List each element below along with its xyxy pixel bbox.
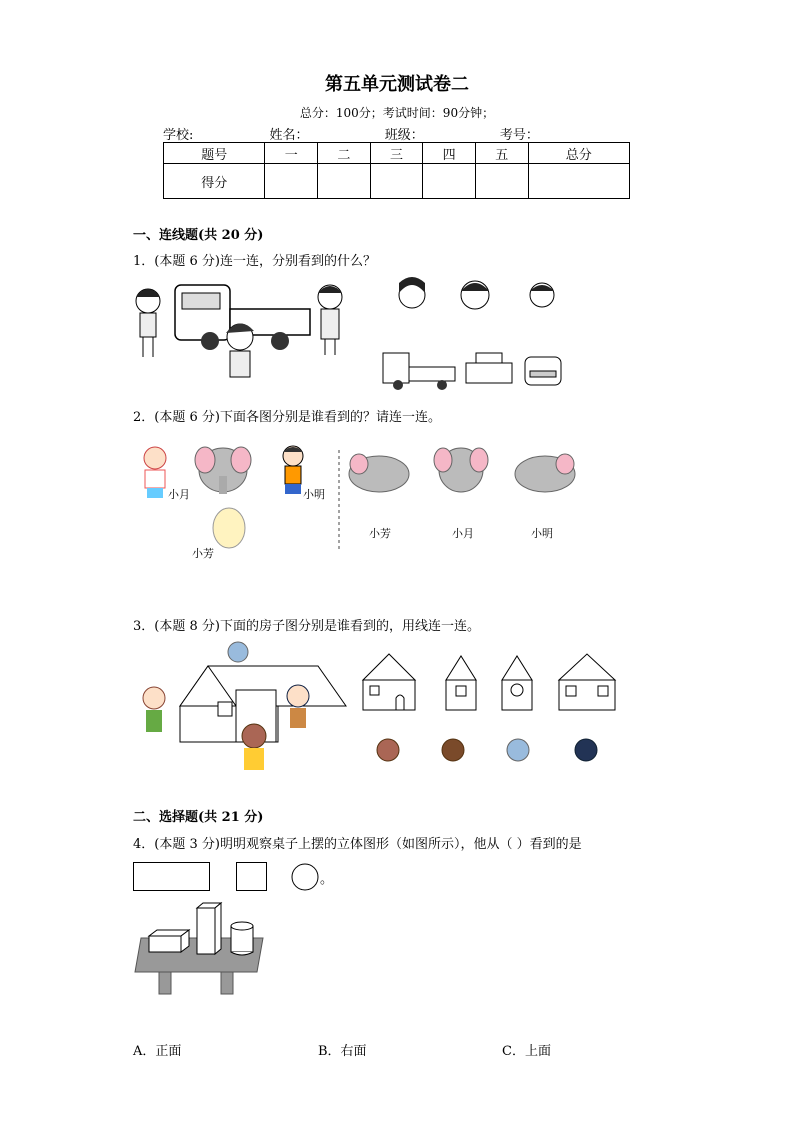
cylinder-icon bbox=[231, 922, 253, 955]
question-4: 4．(本题 3 分)明明观察桌子上摆的立体图形（如图所示），他从（ ）看到的是 bbox=[133, 837, 582, 852]
table-leg bbox=[159, 972, 171, 994]
table-leg bbox=[221, 972, 233, 994]
page-title: 第五单元测试卷二 bbox=[325, 74, 469, 95]
label-right-3: 小明 bbox=[531, 527, 553, 540]
child-top-icon bbox=[228, 642, 248, 662]
cuboid-icon bbox=[149, 930, 189, 952]
elephant-icon bbox=[195, 447, 251, 494]
question-1: 1．(本题 6 分)连一连，分别看到的什么？ bbox=[133, 254, 376, 269]
option-c[interactable]: C．上面 bbox=[502, 1044, 551, 1059]
exam-no-field[interactable] bbox=[539, 129, 615, 143]
option-b[interactable]: B．右面 bbox=[318, 1044, 367, 1059]
section-heading-2: 二、选择题(共 21 分) bbox=[133, 810, 264, 825]
score-cell[interactable] bbox=[370, 164, 423, 199]
girl-icon bbox=[226, 323, 254, 377]
score-header-cell: 四 bbox=[423, 143, 476, 164]
score-header-cell: 一 bbox=[265, 143, 318, 164]
score-cell[interactable] bbox=[265, 164, 318, 199]
label-right-2: 小月 bbox=[452, 527, 474, 540]
score-header-cell: 总分 bbox=[528, 143, 629, 164]
child-head-icon bbox=[507, 739, 529, 761]
girl-back-icon bbox=[213, 508, 245, 548]
house-view-icon bbox=[559, 654, 615, 710]
section-heading-1: 一、连线题(共 20 分) bbox=[133, 228, 264, 243]
score-header-cell: 三 bbox=[370, 143, 423, 164]
score-cell[interactable] bbox=[318, 164, 371, 199]
boy-icon bbox=[283, 446, 303, 494]
score-table bbox=[163, 142, 630, 199]
score-header-cell: 题号 bbox=[164, 143, 265, 164]
label-left-a: 小月 bbox=[168, 488, 190, 501]
label-right-1: 小芳 bbox=[369, 527, 391, 540]
name-field[interactable] bbox=[309, 129, 381, 143]
q1-illustration bbox=[130, 275, 590, 395]
house-view-icon bbox=[446, 656, 476, 710]
wide-rectangle-shape bbox=[134, 863, 210, 891]
name-label: 姓名： bbox=[269, 128, 309, 143]
school-field[interactable] bbox=[193, 129, 265, 143]
head-view-icon bbox=[399, 277, 425, 308]
child-left-icon bbox=[143, 687, 165, 732]
truck-side-view-icon bbox=[383, 353, 455, 390]
tall-cuboid-icon bbox=[197, 903, 221, 954]
q4-period: 。 bbox=[320, 872, 334, 887]
girl-icon bbox=[136, 289, 160, 357]
truck-back-view-icon bbox=[466, 353, 512, 383]
label-left-b: 小明 bbox=[303, 488, 325, 501]
circle-shape bbox=[292, 864, 318, 890]
score-cell[interactable] bbox=[528, 164, 629, 199]
child-head-icon bbox=[575, 739, 597, 761]
option-a[interactable]: A．正面 bbox=[133, 1044, 182, 1059]
house-view-icon bbox=[363, 654, 415, 710]
exam-no-label: 考号： bbox=[499, 128, 539, 143]
q4-view-shapes bbox=[133, 860, 333, 894]
truck-front-view-icon bbox=[525, 357, 561, 385]
score-cell[interactable] bbox=[475, 164, 528, 199]
question-3: 3．(本题 8 分)下面的房子图分别是谁看到的，用线连一连。 bbox=[133, 619, 480, 634]
child-head-icon bbox=[377, 739, 399, 761]
elephant-side-icon bbox=[515, 454, 575, 492]
score-header-cell: 二 bbox=[318, 143, 371, 164]
head-view-icon bbox=[461, 281, 489, 309]
score-row-label: 得分 bbox=[164, 164, 265, 199]
class-field[interactable] bbox=[424, 129, 496, 143]
student-info-line bbox=[163, 124, 615, 143]
question-2: 2．(本题 6 分)下面各图分别是谁看到的？请连一连。 bbox=[133, 410, 441, 425]
elephant-front-icon bbox=[434, 448, 488, 492]
school-label: 学校: bbox=[163, 128, 194, 143]
table-solids-illustration bbox=[133, 900, 268, 1000]
elephant-side-icon bbox=[349, 454, 409, 492]
class-label: 班级： bbox=[384, 128, 424, 143]
boy-icon bbox=[318, 285, 342, 355]
child-head-icon bbox=[442, 739, 464, 761]
head-view-icon bbox=[530, 283, 554, 307]
girl-icon bbox=[144, 447, 166, 498]
q3-illustration bbox=[138, 640, 618, 775]
score-cell[interactable] bbox=[423, 164, 476, 199]
child-front-icon bbox=[242, 724, 266, 770]
label-left-c: 小芳 bbox=[192, 547, 214, 560]
exam-meta: 总分：100分；考试时间：90分钟； bbox=[299, 106, 495, 120]
score-header-cell: 五 bbox=[475, 143, 528, 164]
house-view-icon bbox=[502, 656, 532, 710]
square-shape bbox=[237, 863, 267, 891]
